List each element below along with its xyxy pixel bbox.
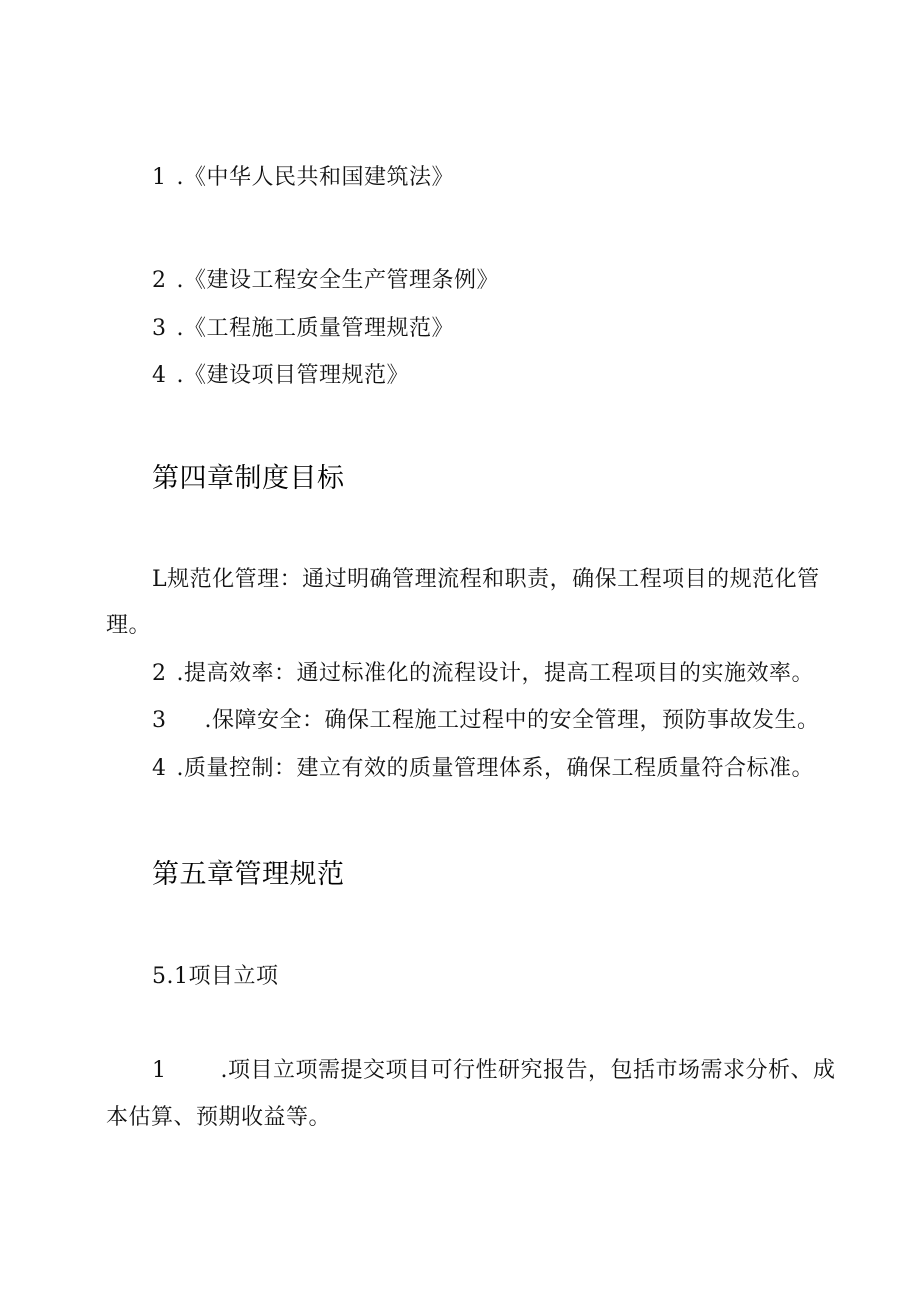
reference-number: 2 [152, 268, 167, 293]
reference-text: .《工程施工质量管理规范》 [176, 316, 454, 341]
reference-item-1 [152, 163, 454, 193]
goal-item-2 [152, 659, 814, 689]
reference-text: .《中华人民共和国建筑法》 [176, 165, 454, 190]
section-item-1-line-1 [152, 1056, 836, 1086]
reference-number: 1 [152, 165, 167, 190]
section-item-text: .项目立项需提交项目可行性研究报告，包括市场需求分析、成 [220, 1058, 836, 1083]
chapter-5-title: 第五章管理规范 [152, 859, 345, 890]
goal-item-1-line-2: 理。 [106, 613, 152, 638]
reference-item-2 [152, 266, 499, 296]
goal-number: 3 [152, 708, 167, 733]
chapter-4-title: 第四章制度目标 [152, 463, 345, 494]
reference-text: .《建设项目管理规范》 [176, 363, 409, 388]
section-item-number: 1 [152, 1058, 167, 1083]
goal-text: .保障安全：确保工程施工过程中的安全管理，预防事故发生。 [204, 708, 820, 733]
goal-item-4 [152, 754, 814, 784]
goal-text: .提高效率：通过标准化的流程设计，提高工程项目的实施效率。 [176, 661, 814, 686]
goal-number: 4 [152, 756, 167, 781]
reference-number: 4 [152, 363, 167, 388]
goal-item-3 [152, 706, 820, 736]
goal-text: .质量控制：建立有效的质量管理体系，确保工程质量符合标准。 [176, 756, 814, 781]
goal-number: 2 [152, 661, 167, 686]
reference-text: .《建设工程安全生产管理条例》 [176, 268, 499, 293]
section-item-1-line-2: 本估算、预期收益等。 [106, 1105, 332, 1130]
reference-item-3 [152, 314, 454, 344]
reference-number: 3 [152, 316, 167, 341]
section-5-1-title: 5.1项目立项 [152, 964, 279, 989]
goal-item-1-line-1: L规范化管理：通过明确管理流程和职责，确保工程项目的规范化管 [152, 567, 820, 592]
reference-item-4 [152, 361, 409, 391]
